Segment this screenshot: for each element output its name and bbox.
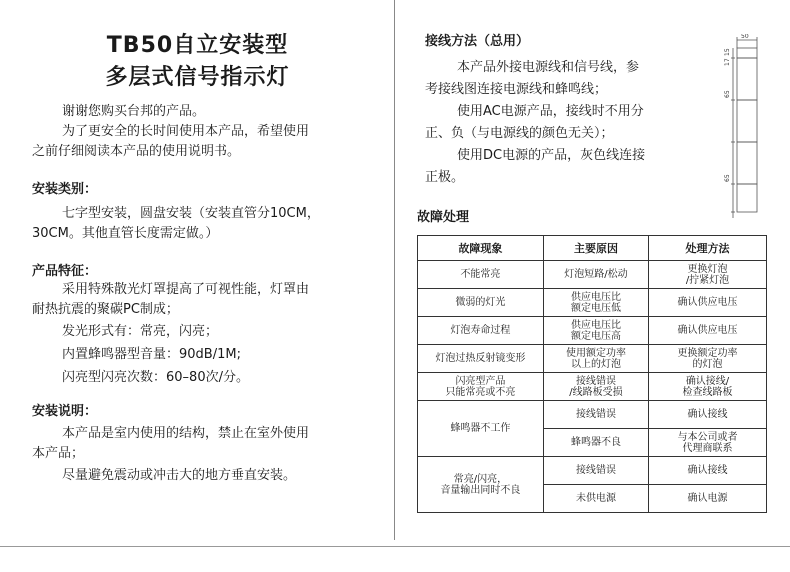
symptom-cell: 微弱的灯光 xyxy=(418,289,544,317)
cause-cell: 接线错误 /线路板受损 xyxy=(543,373,648,401)
table-row xyxy=(418,289,767,317)
table-header-row xyxy=(418,236,767,261)
features-line1: 采用特殊散光灯罩提高了可视性能，灯罩由 xyxy=(62,282,310,297)
intro-line1: 谢谢您购买台邦的产品。 xyxy=(62,104,206,119)
symptom-cell: 蜂鸣器不工作 xyxy=(418,401,544,457)
doc-title-line1: TB50自立安装型 xyxy=(106,33,289,58)
header-symptom: 故障现象 xyxy=(418,236,544,261)
install-note-line1: 本产品是室内使用的结构，禁止在室外使用 xyxy=(62,426,310,441)
table-row xyxy=(418,457,767,485)
features-line3: 发光形式有：常亮，闪亮； xyxy=(62,324,219,339)
symptom-cell: 灯泡过热反射镜变形 xyxy=(418,345,544,373)
fix-cell: 确认接线/ 检查线路板 xyxy=(649,373,767,401)
cause-cell: 蜂鸣器不良 xyxy=(543,429,648,457)
symptom-cell: 闪亮型产品 只能常亮或不亮 xyxy=(418,373,544,401)
table-row xyxy=(418,345,767,373)
tier-3 xyxy=(737,142,757,184)
dim-d4: 65 xyxy=(724,174,731,182)
symptom-cell: 不能常亮 xyxy=(418,261,544,289)
table-row xyxy=(418,261,767,289)
dimension-diagram xyxy=(723,34,773,224)
cause-cell: 接线错误 xyxy=(543,457,648,485)
wiring-line3: 使用AC电源产品，接线时不用分 xyxy=(457,104,644,119)
header-cause: 主要原因 xyxy=(543,236,648,261)
tier-1 xyxy=(737,58,757,100)
install-note-line3: 尽量避免震动或冲击大的地方垂直安装。 xyxy=(62,468,297,483)
tier-2 xyxy=(737,100,757,142)
header-fix: 处理方法 xyxy=(649,236,767,261)
install-note-heading: 安装说明： xyxy=(32,404,98,419)
install-note-line2: 本产品； xyxy=(32,446,85,461)
intro-line3: 之前仔细阅读本产品的使用说明书。 xyxy=(32,144,241,159)
fix-cell: 确认接线 xyxy=(649,401,767,429)
wiring-heading: 接线方法（总用） xyxy=(425,34,530,49)
cause-cell: 灯泡短路/松动 xyxy=(543,261,648,289)
fix-cell: 确认接线 xyxy=(649,457,767,485)
cause-cell: 供应电压比 额定电压低 xyxy=(543,289,648,317)
wiring-line1: 本产品外接电源线和信号线，参 xyxy=(457,60,640,75)
base xyxy=(737,184,757,212)
doc-title-line2: 多层式信号指示灯 xyxy=(105,65,290,90)
intro-line2: 为了更安全的长时间使用本产品，希望使用 xyxy=(62,124,310,139)
symptom-cell: 常亮/闪亮， 音量输出同时不良 xyxy=(418,457,544,513)
wiring-line5: 使用DC电源的产品，灰色线连接 xyxy=(457,148,646,163)
install-type-line1: 七字型安装，圆盘安装（安装直管分10CM， xyxy=(62,206,320,221)
features-line2: 耐热抗震的聚碳PC制成； xyxy=(32,302,179,317)
right-page xyxy=(395,0,790,572)
cause-cell: 接线错误 xyxy=(543,401,648,429)
dim-width: 50 xyxy=(741,34,749,40)
fault-table xyxy=(417,235,767,513)
fix-cell: 确认电源 xyxy=(649,485,767,513)
wiring-line2: 考接线图连接电源线和蜂鸣线； xyxy=(425,82,608,97)
table-row xyxy=(418,373,767,401)
features-line5: 闪亮型闪亮次数：60–80次/分。 xyxy=(62,370,249,385)
cause-cell: 使用额定功率 以上的灯泡 xyxy=(543,345,648,373)
install-type-heading: 安装类别： xyxy=(32,182,98,197)
features-line4: 内置蜂鸣器型音量：90dB/1M; xyxy=(62,347,241,362)
cause-cell: 供应电压比 额定电压高 xyxy=(543,317,648,345)
table-row xyxy=(418,401,767,429)
table-row xyxy=(418,317,767,345)
dim-d2: 17 xyxy=(724,58,731,66)
features-heading: 产品特征： xyxy=(32,264,98,279)
fault-heading: 故障处理 xyxy=(417,210,470,225)
install-type-line2: 30CM。其他直管长度需定做。） xyxy=(32,226,219,241)
dim-d3: 65 xyxy=(724,90,731,98)
fix-cell: 与本公司或者 代理商联系 xyxy=(649,429,767,457)
fix-cell: 更换额定功率 的灯泡 xyxy=(649,345,767,373)
top-cap xyxy=(737,48,757,58)
fix-cell: 更换灯泡 /拧紧灯泡 xyxy=(649,261,767,289)
cause-cell: 未供电源 xyxy=(543,485,648,513)
wiring-line6: 正极。 xyxy=(425,170,465,185)
fix-cell: 确认供应电压 xyxy=(649,289,767,317)
symptom-cell: 灯泡寿命过程 xyxy=(418,317,544,345)
fix-cell: 确认供应电压 xyxy=(649,317,767,345)
wiring-line4: 正、负（与电源线的颜色无关）； xyxy=(425,126,614,141)
dim-d1: 15 xyxy=(724,48,731,56)
